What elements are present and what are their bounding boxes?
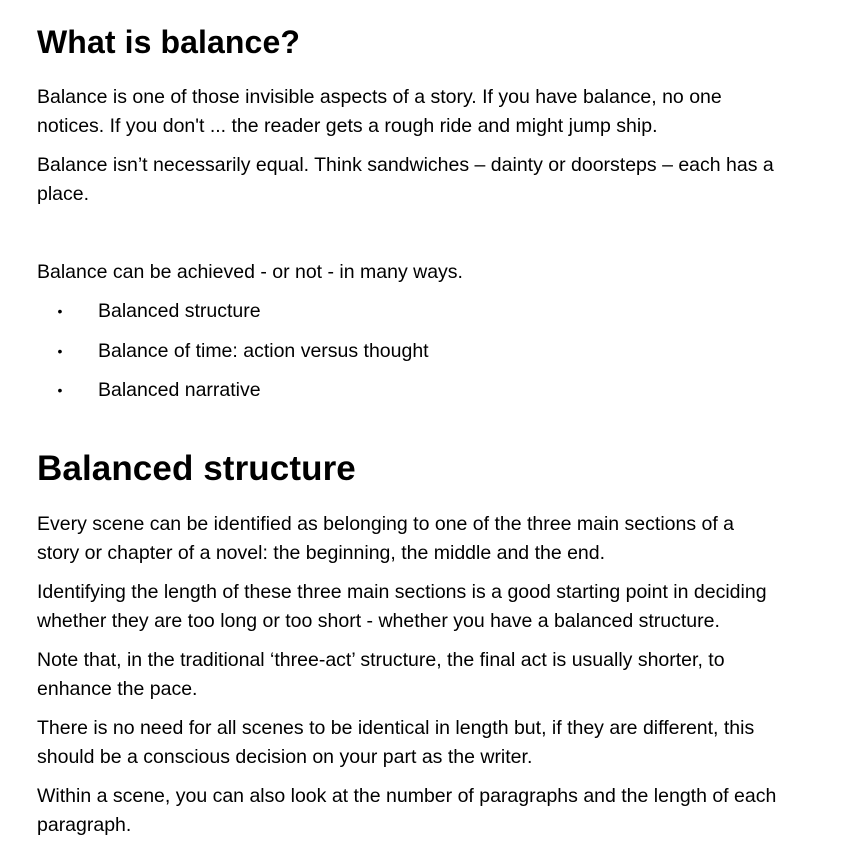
paragraph-three-act: Note that, in the traditional ‘three-act’ structure, the final act is usually shorter, to enhance the pace. (37, 649, 725, 700)
paragraph-scene-sections: Every scene can be identified as belonging to one of the three main sections of a story or chapter of a novel: the beginning, the middle and the end. (37, 513, 735, 564)
bullet-icon: • (57, 343, 63, 359)
balance-ways-list (37, 297, 824, 405)
paragraph-scene-length: There is no need for all scenes to be identical in length but, if they are different, this should be a conscious decision on your part as the writer. (37, 717, 755, 768)
list-item (37, 297, 824, 326)
paragraph-ways: Balance can be achieved - or not - in many ways. (37, 261, 463, 283)
paragraph-within-scene: Within a scene, you can also look at the number of paragraphs and the length of each paragraph. (37, 785, 777, 836)
paragraph-sandwiches: Balance isn’t necessarily equal. Think sandwiches – dainty or doorsteps – each has a place. (37, 154, 774, 205)
bullet-icon: • (57, 382, 63, 398)
list-item-label: Balanced structure (98, 300, 261, 322)
paragraph-intro: Balance is one of those invisible aspects of a story. If you have balance, no one notices. If you don't ... the reader gets a rough ride and might jump ship. (37, 86, 722, 137)
list-item-label: Balanced narrative (98, 379, 261, 401)
heading-what-is-balance: What is balance? (37, 24, 300, 60)
list-item (37, 376, 824, 405)
heading-balanced-structure: Balanced structure (37, 449, 356, 488)
bullet-icon: • (57, 303, 63, 319)
list-item-label: Balance of time: action versus thought (98, 340, 429, 362)
list-item (37, 337, 824, 366)
paragraph-length-sections: Identifying the length of these three main sections is a good starting point in deciding whether they are too long or too short - whether you have a balanced structure. (37, 581, 767, 632)
